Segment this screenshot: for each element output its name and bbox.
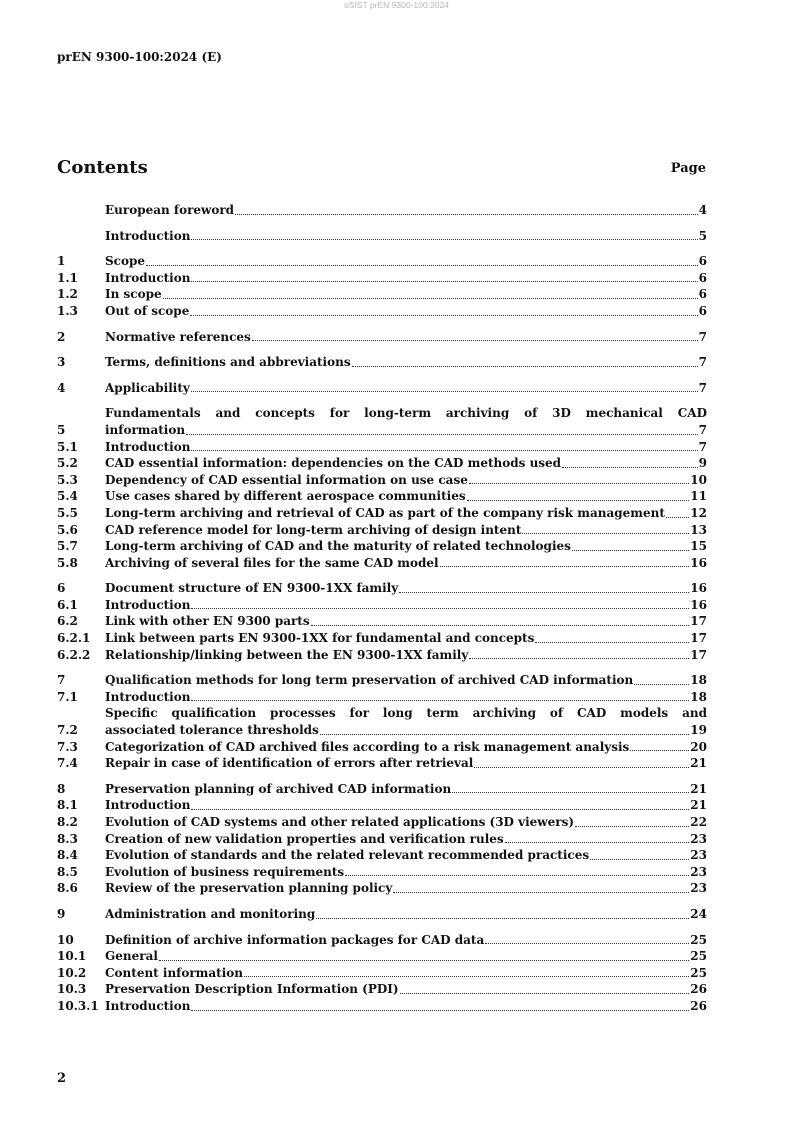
toc-entry-title: Introduction xyxy=(105,998,191,1013)
toc-section-gap xyxy=(57,396,707,405)
toc-entry-title: Link with other EN 9300 parts xyxy=(105,614,310,629)
toc-leader-dots xyxy=(469,483,689,484)
toc-entry-title: Evolution of business requirements xyxy=(105,864,345,879)
toc-entry-title: Review of the preservation planning policy xyxy=(105,881,393,896)
toc-entry[interactable] xyxy=(57,672,707,689)
toc-entry[interactable] xyxy=(57,380,707,397)
toc-entry[interactable] xyxy=(57,906,707,923)
toc-entry-page: 7 xyxy=(698,439,707,454)
toc-entry[interactable] xyxy=(57,303,707,320)
toc-entry[interactable] xyxy=(57,932,707,949)
toc-entry[interactable] xyxy=(57,814,707,831)
toc-leader-dots xyxy=(190,315,697,316)
toc-leader-dots xyxy=(320,734,690,735)
toc-entry-page: 16 xyxy=(690,597,707,612)
toc-entry[interactable] xyxy=(57,472,707,489)
toc-leader-dots xyxy=(575,826,689,827)
toc-entry-page: 11 xyxy=(690,489,707,504)
toc-entry-number: 5.5 xyxy=(57,505,78,520)
toc-entry-number: 6.2 xyxy=(57,614,78,629)
toc-entry[interactable] xyxy=(57,739,707,756)
toc-leader-dots xyxy=(186,434,698,435)
toc-leader-dots xyxy=(311,625,690,626)
toc-entry[interactable] xyxy=(57,965,707,982)
toc-entry-number: 10.3 xyxy=(57,982,87,997)
toc-entry-page: 21 xyxy=(690,756,707,771)
toc-entry-number: 7.3 xyxy=(57,739,78,754)
toc-entry-title: Introduction xyxy=(105,798,191,813)
toc-entry[interactable] xyxy=(57,228,707,245)
toc-entry[interactable] xyxy=(57,505,707,522)
toc-entry-page: 25 xyxy=(690,932,707,947)
toc-entry-page: 23 xyxy=(690,831,707,846)
toc-entry-number: 8.5 xyxy=(57,864,78,879)
toc-leader-dots xyxy=(522,533,689,534)
toc-entry-title: Preservation Description Information (PDI) xyxy=(105,982,399,997)
toc-entry[interactable] xyxy=(57,439,707,456)
toc-entry-title: Evolution of CAD systems and other related applications (3D viewers) xyxy=(105,815,575,829)
toc-entry-number: 8.6 xyxy=(57,881,78,896)
toc-entry-number: 3 xyxy=(57,355,66,370)
toc-entry-title-line1: Specific qualification processes for long term archiving of CAD models and xyxy=(105,706,707,721)
toc-entry-number: 10.1 xyxy=(57,949,87,964)
toc-entry-number: 1.1 xyxy=(57,270,78,285)
toc-entry-number: 5.1 xyxy=(57,439,78,454)
toc-entry-title: Long-term archiving and retrieval of CAD as part of the company risk management xyxy=(105,505,665,520)
toc-entry-number: 5.7 xyxy=(57,539,78,554)
toc-entry-page: 18 xyxy=(690,673,707,688)
toc-entry-number: 5.4 xyxy=(57,489,78,504)
toc-leader-dots xyxy=(474,767,689,768)
toc-entry[interactable] xyxy=(57,797,707,814)
toc-entry-number: 5 xyxy=(57,422,66,437)
toc-entry-title: Applicability xyxy=(105,380,190,395)
toc-entry-title: CAD essential information: dependencies on the CAD methods used xyxy=(105,456,562,471)
toc-entry[interactable] xyxy=(57,948,707,965)
toc-entry-page: 17 xyxy=(690,647,707,662)
toc-entry-number: 8.4 xyxy=(57,848,78,863)
toc-leader-dots xyxy=(467,500,690,501)
toc-leader-dots xyxy=(191,450,697,451)
toc-entry-page: 6 xyxy=(698,287,707,302)
toc-entry-title: Document structure of EN 9300-1XX family xyxy=(105,581,399,596)
toc-entry-page: 19 xyxy=(690,723,707,738)
toc-leader-dots xyxy=(191,239,697,240)
toc-entry-page: 23 xyxy=(690,881,707,896)
toc-leader-dots xyxy=(352,366,698,367)
toc-entry-number: 5.8 xyxy=(57,555,78,570)
toc-entry-number: 5.2 xyxy=(57,456,78,471)
toc-entry-page: 6 xyxy=(698,270,707,285)
toc-entry-number: 1.3 xyxy=(57,303,78,318)
toc-section-gap xyxy=(57,219,707,228)
toc-entry-number: 6.2.2 xyxy=(57,647,91,662)
toc-entry[interactable] xyxy=(57,647,707,664)
watermark: oSIST prEN 9300-100:2024 xyxy=(344,0,449,10)
toc-leader-dots xyxy=(485,943,689,944)
toc-leader-dots xyxy=(191,1010,689,1011)
toc-entry[interactable] xyxy=(57,755,707,772)
toc-entry-title: Introduction xyxy=(105,439,191,454)
toc-entry-page: 23 xyxy=(690,848,707,863)
toc-entry-number: 7.2 xyxy=(57,723,78,738)
toc-entry-title: Archiving of several files for the same CAD model xyxy=(105,555,439,570)
toc-entry-number: 7.4 xyxy=(57,756,78,771)
toc-entry-number: 10.3.1 xyxy=(57,998,99,1013)
toc-leader-dots xyxy=(345,875,689,876)
toc-entry-title: Introduction xyxy=(105,689,191,704)
page-column-heading: Page xyxy=(670,161,706,176)
toc-entry-title: Creation of new validation properties and verification rules xyxy=(105,831,504,846)
toc-leader-dots xyxy=(400,993,690,994)
toc-leader-dots xyxy=(191,281,697,282)
toc-section-gap xyxy=(57,897,707,906)
toc-leader-dots xyxy=(163,298,698,299)
toc-entry-title: Content information xyxy=(105,965,243,980)
toc-entry-title: Administration and monitoring xyxy=(105,906,316,921)
toc-entry-page: 6 xyxy=(698,303,707,318)
toc-entry-number: 10 xyxy=(57,932,74,947)
toc-leader-dots xyxy=(562,467,698,468)
toc-entry-title: Qualification methods for long term preservation of archived CAD information xyxy=(105,673,634,688)
toc-entry-number: 10.2 xyxy=(57,965,87,980)
toc-entry[interactable] xyxy=(57,981,707,998)
toc-entry-number: 7 xyxy=(57,673,66,688)
toc-entry[interactable] xyxy=(57,270,707,287)
toc-leader-dots xyxy=(666,517,689,518)
toc-entry-number: 6.1 xyxy=(57,597,78,612)
toc-entry[interactable] xyxy=(57,880,707,897)
toc-entry-title: Introduction xyxy=(105,270,191,285)
toc-entry[interactable] xyxy=(57,522,707,539)
toc-entry-page: 16 xyxy=(690,555,707,570)
toc-entry-page: 7 xyxy=(698,422,707,437)
toc-entry-page: 26 xyxy=(690,982,707,997)
toc-section-gap xyxy=(57,320,707,329)
toc-entry-number: 7.1 xyxy=(57,689,78,704)
toc-entry-number: 4 xyxy=(57,380,66,395)
toc-entry-page: 5 xyxy=(698,228,707,243)
toc-entry-page: 15 xyxy=(690,539,707,554)
toc-entry-number: 6 xyxy=(57,581,66,596)
toc-leader-dots xyxy=(191,700,689,701)
toc-entry-title: Relationship/linking between the EN 9300-1XX family xyxy=(105,647,469,662)
toc-entry-page: 17 xyxy=(690,631,707,646)
toc-entry[interactable] xyxy=(57,354,707,371)
toc-entry-title: In scope xyxy=(105,287,162,302)
toc-entry-title: Repair in case of identification of errors after retrieval xyxy=(105,756,474,771)
toc-section-gap xyxy=(57,244,707,253)
toc-entry-page: 26 xyxy=(690,998,707,1013)
toc-leader-dots xyxy=(159,960,689,961)
toc-entry-title: European foreword xyxy=(105,203,235,217)
toc-leader-dots xyxy=(452,792,689,793)
toc-entry[interactable] xyxy=(57,405,707,438)
toc-entry-title: Dependency of CAD essential information on use case xyxy=(105,472,468,487)
toc-entry-title-line1: Fundamentals and concepts for long-term archiving of 3D mechanical CAD xyxy=(105,406,707,421)
toc-entry-page: 25 xyxy=(690,965,707,980)
toc-entry-page: 21 xyxy=(690,781,707,796)
toc-entry-page: 25 xyxy=(690,949,707,964)
toc-entry[interactable] xyxy=(57,847,707,864)
toc-entry[interactable] xyxy=(57,253,707,270)
toc-leader-dots xyxy=(393,892,689,893)
toc-entry[interactable] xyxy=(57,689,707,706)
toc-entry-number: 8 xyxy=(57,781,66,796)
toc-leader-dots xyxy=(634,684,689,685)
toc-entry-page: 7 xyxy=(698,355,707,370)
toc-entry-title: Definition of archive information packages for CAD data xyxy=(105,932,485,947)
toc-entry[interactable] xyxy=(57,781,707,798)
toc-leader-dots xyxy=(469,658,689,659)
toc-entry[interactable] xyxy=(57,329,707,346)
toc-entry-number: 5.3 xyxy=(57,472,78,487)
toc-entry-page: 16 xyxy=(690,581,707,596)
toc-entry-page: 10 xyxy=(690,472,707,487)
toc-leader-dots xyxy=(252,340,698,341)
toc-leader-dots xyxy=(630,750,689,751)
toc-entry-page: 20 xyxy=(690,739,707,754)
toc-entry-title: Introduction xyxy=(105,228,191,243)
toc-section-gap xyxy=(57,345,707,354)
toc-entry[interactable] xyxy=(57,538,707,555)
toc-entry[interactable] xyxy=(57,630,707,647)
toc-entry-page: 24 xyxy=(690,906,707,921)
toc-entry-title: Long-term archiving of CAD and the maturity of related technologies xyxy=(105,539,571,554)
toc-entry-page: 12 xyxy=(690,505,707,520)
toc-entry-number: 8.1 xyxy=(57,798,78,813)
toc-entry[interactable] xyxy=(57,998,707,1015)
toc-entry-title: General xyxy=(105,949,158,964)
page-number: 2 xyxy=(57,1071,67,1086)
toc-entry-page: 18 xyxy=(690,689,707,704)
toc-entry[interactable] xyxy=(57,580,707,597)
toc-entry-number: 6.2.1 xyxy=(57,631,91,646)
toc-entry-number: 1 xyxy=(57,254,66,269)
toc-entry-title-line2: associated tolerance thresholds xyxy=(105,723,319,738)
toc-entry-page: 9 xyxy=(698,456,707,471)
toc-section-gap xyxy=(57,571,707,580)
toc-entry-title: Introduction xyxy=(105,597,191,612)
toc-entry-number: 5.6 xyxy=(57,522,78,537)
toc-leader-dots xyxy=(146,265,698,266)
toc-entry-title: CAD reference model for long-term archiving of design intent xyxy=(105,522,522,537)
toc-entry-number: 1.2 xyxy=(57,287,78,302)
toc-entry-title: Use cases shared by different aerospace communities xyxy=(105,489,466,504)
toc-entry-page: 22 xyxy=(690,815,707,829)
toc-entry-page: 4 xyxy=(698,203,707,217)
toc-entry-title: Normative references xyxy=(105,329,251,344)
toc-leader-dots xyxy=(572,550,689,551)
toc-entry[interactable] xyxy=(57,864,707,881)
toc-leader-dots xyxy=(590,859,689,860)
toc-entry-title: Out of scope xyxy=(105,303,190,318)
toc-entry-page: 17 xyxy=(690,614,707,629)
toc-entry-number: 8.2 xyxy=(57,815,78,829)
toc-entry-page: 23 xyxy=(690,864,707,879)
toc-section-gap xyxy=(57,371,707,380)
toc-entry[interactable] xyxy=(57,555,707,572)
toc-entry-title: Preservation planning of archived CAD information xyxy=(105,781,452,796)
toc-leader-dots xyxy=(505,842,690,843)
page-title: Contents xyxy=(57,157,148,178)
toc-entry[interactable] xyxy=(57,613,707,630)
toc-leader-dots xyxy=(399,592,689,593)
toc-entry-page: 21 xyxy=(690,798,707,813)
toc-leader-dots xyxy=(235,214,698,215)
toc-entry-page: 13 xyxy=(690,522,707,537)
toc-entry[interactable] xyxy=(57,455,707,472)
toc-section-gap xyxy=(57,923,707,932)
toc-leader-dots xyxy=(244,976,689,977)
toc-entry-title-line2: information xyxy=(105,422,186,437)
toc-entry-page: 7 xyxy=(698,380,707,395)
toc-entry[interactable] xyxy=(57,705,707,738)
toc-leader-dots xyxy=(316,918,689,919)
toc-entry-number: 9 xyxy=(57,906,66,921)
toc-leader-dots xyxy=(535,642,689,643)
toc-entry[interactable] xyxy=(57,597,707,614)
toc-entry-title: Evolution of standards and the related relevant recommended practices xyxy=(105,848,590,863)
toc-leader-dots xyxy=(440,566,690,567)
toc-section-gap xyxy=(57,772,707,781)
table-of-contents xyxy=(57,202,707,1015)
toc-entry-page: 6 xyxy=(698,254,707,269)
toc-entry[interactable] xyxy=(57,202,707,219)
toc-entry-title: Categorization of CAD archived files according to a risk management analysis xyxy=(105,739,630,754)
toc-entry[interactable] xyxy=(57,286,707,303)
toc-entry-title: Link between parts EN 9300-1XX for fundamental and concepts xyxy=(105,631,535,646)
toc-section-gap xyxy=(57,663,707,672)
toc-leader-dots xyxy=(191,809,689,810)
toc-leader-dots xyxy=(191,608,689,609)
toc-entry-title: Terms, definitions and abbreviations xyxy=(105,355,351,370)
toc-leader-dots xyxy=(191,391,698,392)
document-id: prEN 9300-100:2024 (E) xyxy=(57,50,222,64)
toc-entry[interactable] xyxy=(57,831,707,848)
toc-entry-title: Scope xyxy=(105,254,146,269)
toc-entry[interactable] xyxy=(57,488,707,505)
toc-entry-number: 8.3 xyxy=(57,831,78,846)
toc-entry-number: 2 xyxy=(57,329,66,344)
toc-entry-page: 7 xyxy=(698,329,707,344)
